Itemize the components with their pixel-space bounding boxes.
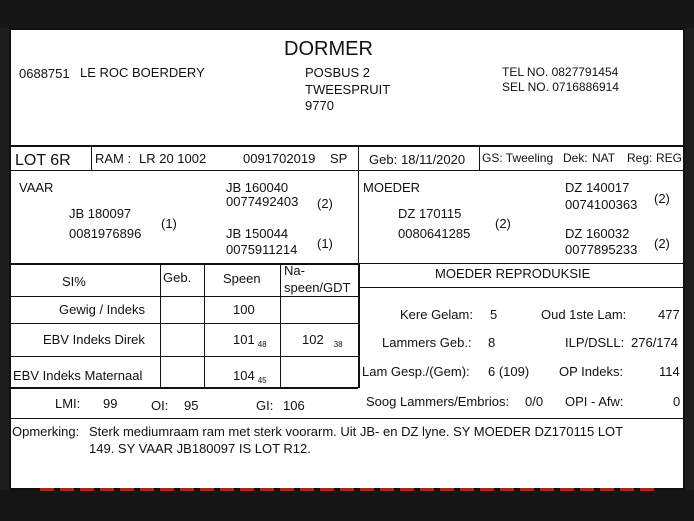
sel-number: SEL NO. 0716886914 [502,80,619,94]
op-label: OP Indeks: [559,364,624,379]
divider [11,418,683,419]
op-value: 114 [659,364,680,379]
remark-line-1: Sterk mediumraam ram met sterk voorarm. Uit JB- en DZ lyne. SY MOEDER DZ170115 LOT [89,424,624,439]
oud-value: 477 [658,307,680,322]
lmi-label: LMI: [55,396,81,411]
gesp-value: 6 (109) [488,364,530,379]
divider [11,323,358,324]
gi-label: GI: [256,398,274,413]
ram-id: LR 20 1002 [139,151,207,166]
reg-value: REG [656,151,683,165]
lot-label: LOT 6R [15,152,71,169]
oi-label: OI: [151,398,169,413]
soog-label: Soog Lammers/Embrios: [366,394,510,409]
dam-dam-id: DZ 160032 [565,226,630,241]
divider [358,263,360,388]
dam-sire-no: 0074100363 [565,197,638,212]
repro-title: MOEDER REPRODUKSIE [435,266,591,281]
kere-value: 5 [490,307,498,322]
sire-id: JB 180097 [69,206,132,221]
gi-value: 106 [283,398,305,413]
row-direct-label: EBV Indeks Direk [43,332,145,347]
remark-line-2: 149. SY VAAR JB180097 IS LOT R12. [89,441,311,456]
divider [358,146,359,170]
divider [358,287,683,288]
address-line3: 9770 [305,98,334,113]
kere-label: Kere Gelam: [400,307,473,322]
ram-label: RAM : [95,151,132,166]
lot-card [9,28,685,490]
reg-label: Reg: [627,151,653,165]
sire-sire-no: 0077492403 [226,194,299,209]
address-line2: TWEESPRUIT [305,82,391,97]
divider [358,263,683,264]
si-header: SI% [62,274,86,289]
row-maternal-speen: 104 $_{45}$ [233,368,267,385]
birth-label: Geb: [369,152,398,167]
divider [91,146,92,170]
naspeen-header-2: speen/GDT [284,280,351,295]
geb-header: Geb. [163,270,192,285]
lmi-value: 99 [103,396,118,411]
dam-sire-mark: (2) [654,191,670,206]
row-direct-naspeen: 102 $_{38}$ [302,332,343,349]
lammers-value: 8 [488,335,496,350]
opi-label: OPI - Afw: [565,394,624,409]
divider [160,264,161,388]
dam-mark: (2) [495,216,511,231]
speen-header: Speen [223,271,261,286]
divider [280,264,281,388]
oi-value: 95 [184,398,199,413]
naspeen-header-1: Na- [284,263,305,278]
moeder-label: MOEDER [363,180,421,195]
divider [11,356,358,357]
divider [204,264,205,388]
dam-sire-id: DZ 140017 [565,180,630,195]
cut-off-red-text [40,488,660,491]
row-maternal-label: EBV Indeks Maternaal [13,368,143,383]
vaar-label: VAAR [19,180,54,195]
divider [479,146,480,170]
birth-date: 18/11/2020 [401,152,466,167]
soog-value: 0/0 [525,394,544,409]
dek-label: Dek: [563,151,588,165]
ram-reg-no: 0091702019 [243,151,316,166]
dam-no: 0080641285 [398,226,471,241]
divider [11,263,358,265]
breed-title: DORMER [284,38,373,60]
dam-id: DZ 170115 [398,206,462,221]
ilp-label: ILP/DSLL: [565,335,625,350]
dek-value: NAT [592,151,616,165]
remark-label: Opmerking: [12,424,80,439]
top-dark-bar [0,0,694,28]
breeder-code: 0688751 [19,66,70,81]
lammers-label: Lammers Geb.: [382,335,472,350]
row-weight-label: Gewig / Indeks [59,302,145,317]
opi-value: 0 [673,394,681,409]
divider [11,387,358,389]
row-weight-speen: 100 [233,302,255,317]
divider [11,145,683,147]
bottom-dark-bar [0,490,694,521]
dam-dam-no: 0077895233 [565,242,638,257]
sire-sire-id: JB 160040 [226,180,289,195]
sire-dam-mark: (1) [317,236,333,251]
gs-label: GS: Tweeling [482,151,554,165]
sire-mark: (1) [161,216,177,231]
sire-sire-mark: (2) [317,196,333,211]
address-line1: POSBUS 2 [305,65,371,80]
sire-dam-no: 0075911214 [226,242,298,257]
divider [11,170,683,171]
divider [358,171,359,264]
ilp-value: 276/174 [631,335,678,350]
sire-dam-id: JB 150044 [226,226,289,241]
row-direct-speen: 101 $_{48}$ [233,332,267,349]
sire-no: 0081976896 [69,226,142,241]
divider [11,296,358,297]
oud-label: Oud 1ste Lam: [541,307,627,322]
breeder-name: LE ROC BOERDERY [80,65,205,80]
dam-dam-mark: (2) [654,236,670,251]
gesp-label: Lam Gesp./(Gem): [362,364,470,379]
ram-type: SP [330,151,348,166]
tel-number: TEL NO. 0827791454 [502,65,619,79]
